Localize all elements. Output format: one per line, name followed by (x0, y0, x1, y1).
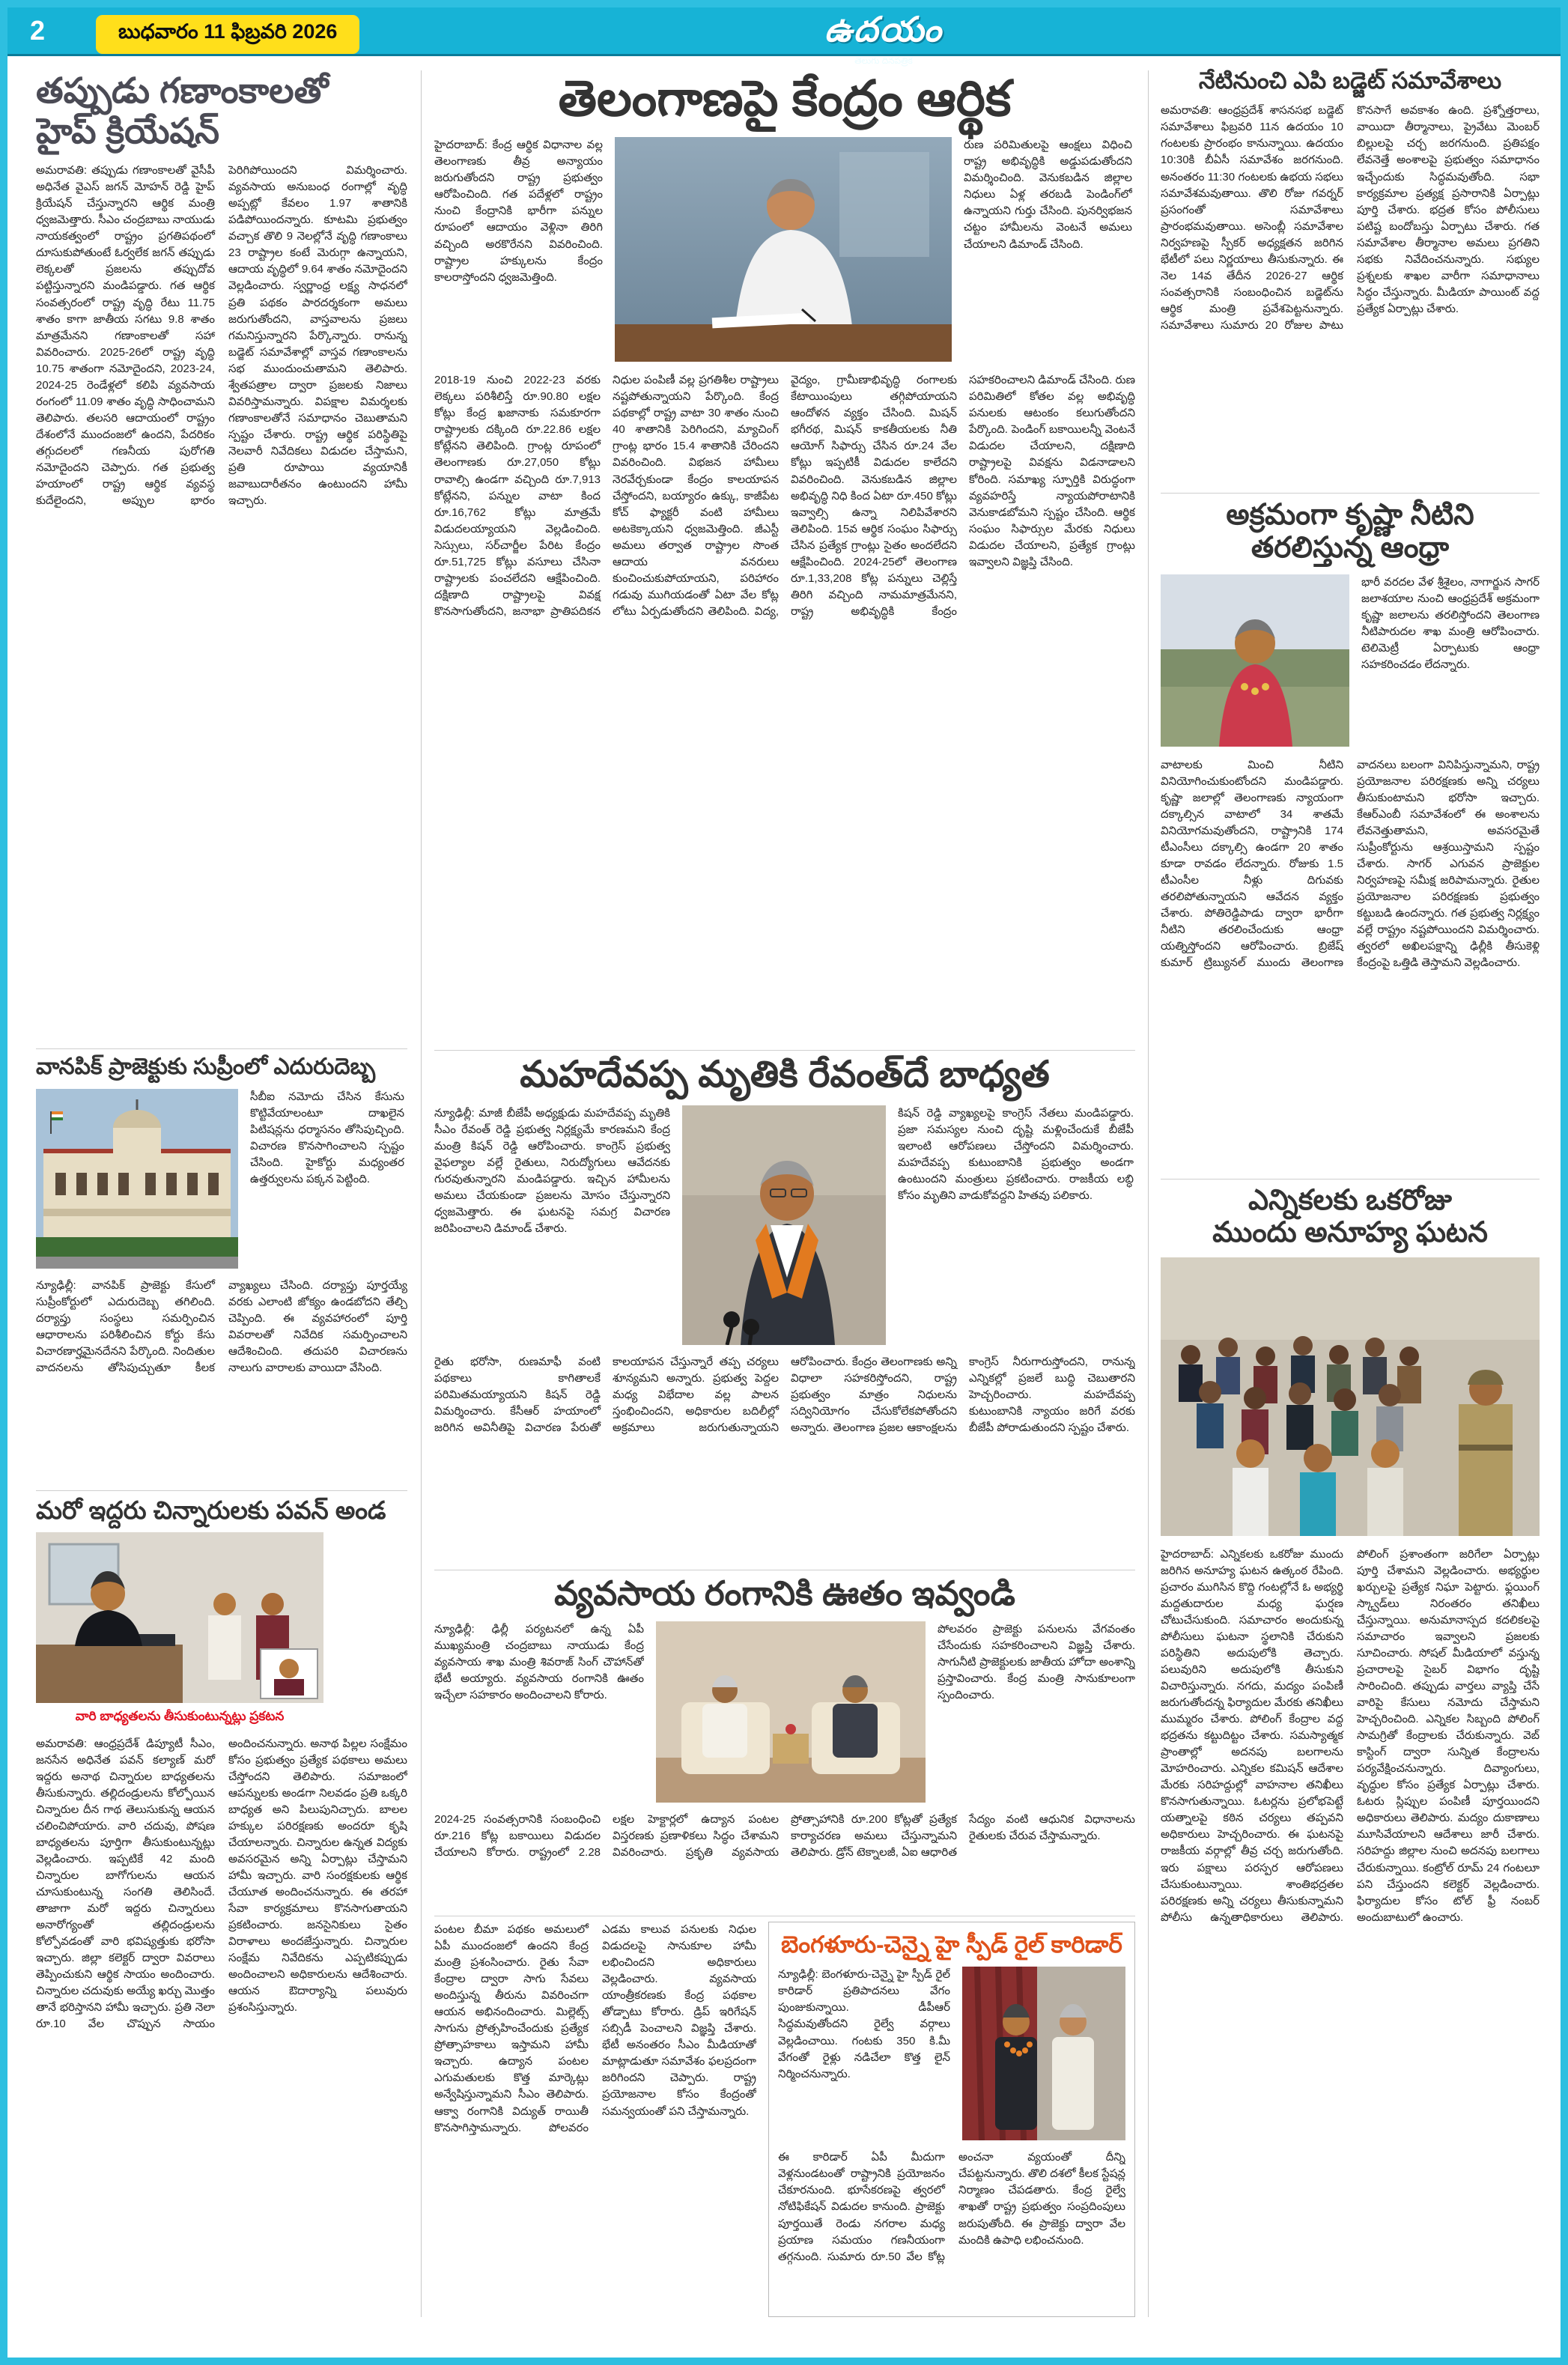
article-body: హైదరాబాద్: ఎన్నికలకు ఒకరోజు ముందు జరిగిన అనూహ్య ఘటన ఉత్కంఠ రేపింది. ప్రచారం ముగిసిన కొద్ది గంటల్లోనే ఓ అభ్యర్థి మద్దతుదారుల మధ్య ఘర్షణ చోటుచేసుకుంది. సమాచారం అందుకున్న పోలీసులు ఘటనా స్థలానికి చేరుకుని పరిస్థితిని అదుపులోకి తెచ్చారు. పలువురిని అదుపులోకి తీసుకుని విచారిస్తున్నారు. నగదు, మద్యం పంపిణీ జరుగుతోందన్న ఫిర్యాదుల మేరకు తనిఖీలు ముమ్మరం చేశారు. పోలింగ్ కేంద్రాల వద్ద భద్రతను కట్టుదిట్టం చేశారు. సమస్యాత్మక ప్రాంతాల్లో అదనపు బలగాలను మోహరించారు. ఎన్నికల కమిషన్ ఆదేశాల మేరకు సరిహద్దుల్లో వాహనాల తనిఖీలు కొనసాగుతున్నాయి. ఓటర్లను ప్రలోభపెట్టే యత్నాలపై కఠిన చర్యలు తప్పవని అధికారులు హెచ్చరించారు. ఈ ఘటనపై రాజకీయ వర్గాల్లో తీవ్ర చర్చ జరుగుతోంది. ఇరు పక్షాలు పరస్పర ఆరోపణలు చేసుకుంటున్నాయి. శాంతిభద్రతల పరిరక్షణకు అన్ని చర్యలు తీసుకున్నామని పోలీసు ఉన్నతాధికారులు తెలిపారు. పోలింగ్ ప్రశాంతంగా జరిగేలా ఏర్పాట్లు పూర్తి చేశామని వెల్లడించారు. అభ్యర్థుల ఖర్చులపై ప్రత్యేక నిఘా పెట్టారు. ఫ్లయింగ్ స్క్వాడ్‌లు నిరంతరం తనిఖీలు చేస్తున్నాయి. అనుమానాస్పద కదలికలపై సమాచారం ఇవ్వాలని ప్రజలకు సూచించారు. సోషల్ మీడియాలో వస్తున్న ప్రచారాలపై సైబర్ విభాగం దృష్టి సారించింది. తప్పుడు వార్తలు వ్యాప్తి చేసే వారిపై కేసులు నమోదు చేస్తామని హెచ్చరించింది. ఎన్నికల సిబ్బంది పోలింగ్ సామగ్రితో కేంద్రాలకు చేరుకున్నారు. వెబ్ కాస్టింగ్ ద్వారా సున్నిత కేంద్రాలను పర్యవేక్షించనున్నారు. దివ్యాంగులు, వృద్ధుల కోసం ప్రత్యేక ఏర్పాట్లు చేశారు. ఓటరు స్లిప్పుల పంపిణీ పూర్తయిందని అధికారులు తెలిపారు. మద్యం దుకాణాలు మూసివేయాలని ఆదేశాలు జారీ చేశారు. సరిహద్దు జిల్లాల నుంచి అదనపు బలగాలు చేరుకున్నాయి. కంట్రోల్ రూమ్ 24 గంటలూ పని చేస్తుందని కలెక్టర్ వెల్లడించారు. ఫిర్యాదుల కోసం టోల్ ఫ్రీ నంబర్ అందుబాటులో ఉంచారు. (1161, 1547, 1540, 1924)
article-election-incident (1161, 1185, 1540, 2319)
irrigation-minister-photo (1161, 574, 1349, 747)
masthead-bar (7, 7, 1561, 66)
minister-signing-photo (615, 137, 952, 362)
column-rule-left (421, 70, 422, 2317)
headline-line-2: తరలిస్తున్న ఆంధ్రా (1251, 532, 1450, 565)
article-body-continued: పంటల బీమా పథకం అమలులో ఏపీ ముందంజలో ఉందని కేంద్ర మంత్రి ప్రశంసించారు. రైతు సేవా కేంద్రాల ద్వారా సాగు సేవలు అందిస్తున్న తీరును వివరించగా ఆయన అభినందించారు. మిల్లెట్స్ సాగును ప్రోత్సహించేందుకు ప్రత్యేక ప్రోత్సాహకాలు ఇస్తామని హామీ ఇచ్చారు. ఉద్యాన పంటల ఎగుమతులకు కొత్త మార్కెట్లు అన్వేషిస్తున్నామని సీఎం తెలిపారు. ఆక్వా రంగానికి విద్యుత్ రాయితీ కొనసాగిస్తామన్నారు. పోలవరం ఎడమ కాలువ పనులకు నిధుల విడుదలపై సానుకూల హామీ లభించిందని అధికారులు వెల్లడించారు. వ్యవసాయ యాంత్రీకరణకు కేంద్ర పథకాల తోడ్పాటు కోరారు. డ్రిప్ ఇరిగేషన్ సబ్సిడీ పెంచాలని విజ్ఞప్తి చేశారు. భేటీ అనంతరం సీఎం మీడియాతో మాట్లాడుతూ సమావేశం ఫలప్రదంగా జరిగిందని చెప్పారు. రాష్ట్ర ప్రయోజనాల కోసం కేంద్రంతో సమన్వయంతో పని చేస్తామన్నారు. (434, 1923, 756, 2134)
article-hype-creation (36, 70, 407, 1041)
article-body: 2018-19 నుంచి 2022-23 వరకు లెక్కలు పరిశీలిస్తే రూ.90.80 లక్షల కోట్లు కేంద్ర ఖజానాకు సమకూరగా రాష్ట్రాలకు దక్కింది రూ.22.86 లక్షల కోట్లేనని తెలిపింది. గ్రాంట్ల రూపంలో తెలంగాణకు రూ.27,050 కోట్లు రావాల్సి ఉండగా వచ్చింది రూ.7,913 కోట్లేనని, పన్నుల వాటా కింద రూ.16,762 కోట్లు మాత్రమే విడుదలయ్యాయని వెల్లడించింది. సెస్సులు, సర్‌చార్జీల పేరిట కేంద్రం రూ.51,725 కోట్లు వసూలు చేసినా రాష్ట్రాలకు పంచలేదని ఆక్షేపించింది. దక్షిణాది రాష్ట్రాలపై వివక్ష కొనసాగుతోందని, జనాభా ప్రాతిపదికన నిధుల పంపిణీ వల్ల ప్రగతిశీల రాష్ట్రాలు నష్టపోతున్నాయని పేర్కొంది. కేంద్ర పథకాల్లో రాష్ట్ర వాటా 30 శాతం నుంచి 40 శాతానికి పెరిగిందని, మ్యాచింగ్ గ్రాంట్ల భారం 15.4 శాతానికి చేరిందని వివరించింది. విభజన హామీలు నెరవేర్చకుండా కేంద్రం కాలయాపన చేస్తోందని, బయ్యారం ఉక్కు, కాజీపేట కోచ్ ఫ్యాక్టరీ వంటి హామీలు అటకెక్కాయని ధ్వజమెత్తింది. జీఎస్టీ అమలు తర్వాత రాష్ట్రాల సొంత ఆదాయ వనరులు కుంచించుకుపోయాయని, పరిహారం గడువు ముగియడంతో ఏటా వేల కోట్ల లోటు ఏర్పడుతోందని తెలిపింది. విద్య, వైద్యం, గ్రామీణాభివృద్ధి రంగాలకు కేటాయింపులు తగ్గిపోయాయని ఆందోళన వ్యక్తం చేసింది. మిషన్ భగీరథ, మిషన్ కాకతీయలకు నీతి ఆయోగ్ సిఫార్సు చేసిన రూ.24 వేల కోట్లు ఇప్పటికీ విడుదల కాలేదని వివరించింది. వెనుకబడిన జిల్లాల అభివృద్ధి నిధి కింద ఏటా రూ.450 కోట్లు ఇవ్వాల్సి ఉన్నా నిలిపివేశారని తెలిపింది. 15వ ఆర్థిక సంఘం సిఫార్సు చేసిన ప్రత్యేక గ్రాంట్లు సైతం అందలేదని ఆక్షేపించింది. 2024-25లో తెలంగాణ రూ.1,33,208 కోట్ల పన్నులు చెల్లిస్తే తిరిగి వచ్చింది నామమాత్రమేనని, రాష్ట్ర అభివృద్ధికి కేంద్రం సహకరించాలని డిమాండ్ చేసింది. రుణ పరిమితిలో కోతల వల్ల అభివృద్ధి పనులకు ఆటంకం కలుగుతోందని పేర్కొంది. పెండింగ్ బకాయిలన్నీ వెంటనే విడుదల చేయాలని, దక్షిణాది రాష్ట్రాలపై వివక్షను విడనాడాలని కోరింది. సమాఖ్య స్ఫూర్తికి విరుద్ధంగా వ్యవహరిస్తే న్యాయపోరాటానికి వెనుకాడబోమని స్పష్టం చేసింది. ఆర్థిక సంఘం సిఫార్సుల మేరకు నిధులు విడుదల చేయాలని, ప్రత్యేక గ్రాంట్లు ఇవ్వాలని విజ్ఞప్తి చేసింది. (434, 374, 1135, 618)
masthead (726, 9, 1041, 68)
article-telangana-centre (434, 70, 1135, 1044)
article-column-right: పోలవరం ప్రాజెక్టు పనులను వేగవంతం చేసేందుకు సహకరించాలని విజ్ఞప్తి చేశారు. సాగునీటి ప్రాజెక్టులకు జాతీయ హోదా అంశాన్ని ప్రస్తావించారు. కేంద్ర మంత్రి సానుకూలంగా స్పందించారు. (938, 1623, 1135, 1702)
headline (36, 70, 407, 151)
headline-line-1: ఎన్నికలకు ఒకరోజు (1248, 1185, 1452, 1216)
irrigation-minister-illustration (1161, 574, 1349, 747)
article-pawan-children (36, 1496, 407, 2320)
headline: తెలంగాణపై కేంద్రం ఆర్థిక (558, 70, 1012, 126)
headline: వ్యవసాయ రంగానికి ఊతం ఇవ్వండి (554, 1574, 1015, 1612)
date-box: బుధవారం 11 ఫిబ్రవరి 2026 (96, 15, 359, 54)
headline-line-2: ముందు అనూహ్య ఘటన (1212, 1217, 1488, 1249)
kishan-reddy-speaking-photo (682, 1105, 886, 1345)
newspaper-logo: ఉదయం (824, 10, 943, 49)
headline (1161, 499, 1540, 565)
headline: వానపిక్ ప్రాజెక్టుకు సుప్రీంలో ఎదురుదెబ్బ (36, 1054, 376, 1079)
headline-line-1: తప్పుడు గణాంకాలతో (36, 70, 329, 110)
supreme-court-photo (36, 1089, 238, 1269)
article-agriculture-meeting (434, 1574, 1135, 1910)
section-divider (36, 1490, 407, 1491)
cm-union-minister-illustration (656, 1621, 926, 1803)
rail-leaders-illustration (962, 1967, 1125, 2140)
minister-signing-illustration (615, 137, 952, 362)
article-column-left: హైదరాబాద్: కేంద్ర ఆర్థిక విధానాల వల్ల తెలంగాణకు తీవ్ర అన్యాయం జరుగుతోందని రాష్ట్ర ప్రభుత్వం ఆరోపించింది. గత పదేళ్లలో రాష్ట్రం నుంచి కేంద్రానికి భారీగా పన్నుల రూపంలో ఆదాయం వెళ్లినా తిరిగి వచ్చింది అరకొరేనని వివరించింది. రాష్ట్రాల హక్కులను కేంద్రం కాలరాస్తోందని ధ్వజమెత్తింది. (434, 139, 603, 284)
page-number: 2 (30, 15, 46, 46)
kishan-reddy-illustration (682, 1105, 886, 1345)
article-column-beside-photo: భారీ వరదల వేళ శ్రీశైలం, నాగార్జున సాగర్ జలాశయాల నుంచి ఆంధ్రప్రదేశ్ అక్రమంగా కృష్ణా జలాలను తరలిస్తోందని తెలంగాణ నీటిపారుదల శాఖ మంత్రి ఆరోపించారు. టెలిమెట్రీ ఏర్పాటుకు ఆంధ్రా సహకరించడం లేదన్నారు. (1361, 575, 1540, 672)
article-body: రైతు భరోసా, రుణమాఫీ వంటి పథకాలు కాగితాలకే పరిమితమయ్యాయని కిషన్ రెడ్డి విమర్శించారు. కేసీఆర్ హయాంలో జరిగిన అవినీతిపై విచారణ పేరుతో కాలయాపన చేస్తున్నారే తప్ప చర్యలు శూన్యమని అన్నారు. ప్రభుత్వ పెద్దల మధ్య విభేదాల వల్ల పాలన స్తంభించిందని, అధికారుల బదిలీల్లో అక్రమాలు జరుగుతున్నాయని ఆరోపించారు. కేంద్రం తెలంగాణకు అన్ని విధాలా సహకరిస్తోందని, రాష్ట్ర ప్రభుత్వం మాత్రం నిధులను సద్వినియోగం చేసుకోలేకపోతోందని అన్నారు. తెలంగాణ ప్రజల ఆకాంక్షలను కాంగ్రెస్ నీరుగారుస్తోందని, రానున్న ఎన్నికల్లో ప్రజలే బుద్ధి చెబుతారని హెచ్చరించారు. మహదేవప్ప కుటుంబానికి న్యాయం జరిగే వరకు బీజేపీ పోరాడుతుందని స్పష్టం చేశారు. (434, 1355, 1135, 1435)
column-rule-right (1148, 70, 1149, 2317)
article-body: ఈ కారిడార్ ఏపీ మీదుగా వెళ్లనుండటంతో రాష్ట్రానికి ప్రయోజనం చేకూరనుంది. భూసేకరణపై త్వరలో నోటిఫికేషన్ విడుదల కానుంది. ప్రాజెక్టు పూర్తయితే రెండు నగరాల మధ్య ప్రయాణ సమయం గణనీయంగా తగ్గనుంది. సుమారు రూ.50 వేల కోట్ల అంచనా వ్యయంతో దీన్ని చేపట్టనున్నారు. తొలి దశలో కీలక స్టేషన్ల నిర్మాణం చేపడతారు. కేంద్ర రైల్వే శాఖతో రాష్ట్ర ప్రభుత్వం సంప్రదింపులు జరుపుతోంది. ఈ ప్రాజెక్టు ద్వారా వేల మందికి ఉపాధి లభించనుంది. (778, 2151, 1125, 2263)
article-column-right: కిషన్ రెడ్డి వ్యాఖ్యలపై కాంగ్రెస్ నేతలు మండిపడ్డారు. ప్రజా సమస్యల నుంచి దృష్టి మళ్లించేందుకే బీజేపీ ఇలాంటి ఆరోపణలు చేస్తోందని విమర్శించారు. మహదేవప్ప కుటుంబానికి ప్రభుత్వం అండగా ఉంటుందని మంత్రులు ప్రకటించారు. రాజకీయ లబ్ధి కోసం మృతిని వాడుకోవద్దని హితవు పలికారు. (898, 1106, 1134, 1203)
article-krishna-water (1161, 499, 1540, 1174)
article-body: అమరావతి: ఆంధ్రప్రదేశ్ శాసనసభ బడ్జెట్ సమావేశాలు ఫిబ్రవరి 11న ఉదయం 10 గంటలకు ప్రారంభం కానున్నాయి. ఉదయం 10:30కి బీఏసీ సమావేశం జరగనుంది. అనంతరం 11:30 గంటలకు ఉభయ సభలు సమావేశమవుతాయి. తొలి రోజు గవర్నర్ ప్రసంగంతో సమావేశాలు ప్రారంభమవుతాయి. అసెంబ్లీ సమావేశాల నిర్వహణపై స్పీకర్ అధ్యక్షతన జరిగిన భేటీలో పలు నిర్ణయాలు తీసుకున్నారు. ఈ నెల 14వ తేదీన 2026-27 ఆర్థిక సంవత్సరానికి సంబంధించిన బడ్జెట్‌ను ఆర్థిక మంత్రి ప్రవేశపెట్టనున్నారు. సమావేశాలు సుమారు 20 రోజుల పాటు కొనసాగే అవకాశం ఉంది. ప్రశ్నోత్తరాలు, వాయిదా తీర్మానాలు, ప్రైవేటు మెంబర్ బిల్లులపై చర్చ జరగనుంది. ప్రతిపక్షం లేవనెత్తే అంశాలపై ప్రభుత్వం సమాధానం ఇచ్చేందుకు సిద్ధమవుతోంది. సభా కార్యక్రమాల ప్రత్యక్ష ప్రసారానికి ఏర్పాట్లు పూర్తి చేశారు. భద్రత కోసం పోలీసులు పటిష్ట బందోబస్తు ఏర్పాటు చేశారు. గత సమావేశాల తీర్మానాల అమలు ప్రగతిని సభకు నివేదించనున్నారు. సభ్యుల ప్రశ్నలకు శాఖల వారీగా సమాధానాలు సిద్ధం చేస్తున్నారు. మీడియా పాయింట్ వద్ద ప్రత్యేక ఏర్పాట్లు చేశారు. (1161, 104, 1540, 332)
article-column-left: న్యూఢిల్లీ: మాజీ బీజేపీ అధ్యక్షుడు మహదేవప్ప మృతికి సీఎం రేవంత్ రెడ్డి ప్రభుత్వ నిర్లక్ష్యమే కారణమని కేంద్ర మంత్రి కిషన్ రెడ్డి ఆరోపించారు. కాంగ్రెస్ ప్రభుత్వ వైఫల్యాల వల్లే రైతులు, నిరుద్యోగులు ఆవేదనకు గురవుతున్నారని మండిపడ్డారు. ఇచ్చిన హామీలను అమలు చేయకుండా ప్రజలను మోసం చేస్తున్నారని ధ్వజమెత్తారు. ఈ ఘటనపై సమగ్ర విచారణ జరిపించాలని డిమాండ్ చేశారు. (434, 1106, 670, 1236)
article-body: అమరావతి: ఆంధ్రప్రదేశ్ డిప్యూటీ సీఎం, జనసేన అధినేత పవన్ కల్యాణ్ మరో ఇద్దరు అనాథ చిన్నారుల బాధ్యతలను తీసుకున్నారు. తల్లిదండ్రులను కోల్పోయిన చిన్నారుల దీన గాథ తెలుసుకున్న ఆయన చలించిపోయారు. వారి చదువు, పోషణ బాధ్యతలను పూర్తిగా తీసుకుంటున్నట్లు వెల్లడించారు. ఇప్పటికే 42 మంది చిన్నారుల బాగోగులను ఆయన చూసుకుంటున్న సంగతి తెలిసిందే. తాజాగా మరో ఇద్దరు చిన్నారులు అనారోగ్యంతో తల్లిదండ్రులను కోల్పోవడంతో వారి భవిష్యత్తుకు భరోసా ఇచ్చారు. జిల్లా కలెక్టర్ ద్వారా వివరాలు తెప్పించుకుని ఆర్థిక సాయం అందించారు. చిన్నారుల చదువుకు అయ్యే ఖర్చు మొత్తం తానే భరిస్తానని హామీ ఇచ్చారు. ప్రతి నెలా రూ.10 వేల చొప్పున సాయం అందించనున్నారు. అనాథ పిల్లల సంక్షేమం కోసం ప్రభుత్వం ప్రత్యేక పథకాలు అమలు చేస్తోందని తెలిపారు. సమాజంలో ఆపన్నులకు అండగా నిలవడం ప్రతి ఒక్కరి బాధ్యత అని పిలుపునిచ్చారు. బాలల హక్కుల పరిరక్షణకు అందరూ కృషి చేయాలన్నారు. చిన్నారుల ఉన్నత విద్యకు అవసరమైన అన్ని ఏర్పాట్లు చేస్తామని హామీ ఇచ్చారు. వారి సంరక్షకులకు ఆర్థిక చేయూత అందించనున్నారు. ఈ తరహా సేవా కార్యక్రమాలు కొనసాగుతాయని ప్రకటించారు. జనసైనికులు సైతం విరాళాలు అందజేస్తున్నారు. చిన్నారుల సంక్షేమ నివేదికను ఎప్పటికప్పుడు అందించాలని అధికారులను ఆదేశించారు. ఆయన ఔదార్యాన్ని పలువురు ప్రశంసిస్తున్నారు. (36, 1737, 407, 2031)
article-rail-corridor (768, 1922, 1135, 2317)
article-body: అమరావతి: తప్పుడు గణాంకాలతో వైసీపీ అధినేత వైఎస్ జగన్ మోహన్ రెడ్డి హైప్ క్రియేషన్ చేస్తున్నారని ఆర్థిక మంత్రి ధ్వజమెత్తారు. సీఎం చంద్రబాబు నాయుడు నాయకత్వంలో రాష్ట్రం ప్రగతిపథంలో దూసుకుపోతుంటే ఓర్వలేక జగన్ తప్పుడు లెక్కలతో ప్రజలను తప్పుదోవ పట్టిస్తున్నారని మండిపడ్డారు. గత ఆర్థిక సంవత్సరంలో రాష్ట్ర వృద్ధి రేటు 11.75 శాతం కాగా జాతీయ సగటు 9.8 శాతం మాత్రమేనని గణాంకాలతో సహా వివరించారు. 2025-26లో రాష్ట్ర వృద్ధి 10.75 శాతంగా నమోదైందని, 2023-24, 2024-25 రెండేళ్లలో కలిపి వ్యవసాయ రంగంలో 11.09 శాతం వృద్ధి సాధించామని తెలిపారు. తలసరి ఆదాయంలో రాష్ట్రం దేశంలోనే ముందంజలో ఉందని, పేదరికం తగ్గుదలలో గణనీయ పురోగతి నమోదైందని చెప్పారు. గత ప్రభుత్వ హయాంలో రాష్ట్ర ఆర్థిక వ్యవస్థ కుదేలైందని, అప్పుల భారం పెరిగిపోయిందని విమర్శించారు. వ్యవసాయ అనుబంధ రంగాల్లో వృద్ధి అప్పట్లో కేవలం 1.97 శాతానికి పడిపోయిందన్నారు. కూటమి ప్రభుత్వం వచ్చాక తొలి 9 నెలల్లోనే వృద్ధి గణాంకాలు 23 రాష్ట్రాల కంటే మెరుగ్గా ఉన్నాయని, ఆదాయ వృద్ధిలో 9.64 శాతం నమోదైందని వెల్లడించారు. స్వర్ణాంధ్ర లక్ష్య సాధనలో ప్రతి పథకం పారదర్శకంగా అమలు జరుగుతోందని, వాస్తవాలను ప్రజలు గమనిస్తున్నారని పేర్కొన్నారు. రానున్న బడ్జెట్ సమావేశాల్లో వాస్తవ గణాంకాలను సభ ముందుంచుతామని తెలిపారు. శ్వేతపత్రాల ద్వారా ప్రజలకు నిజాలు వివరిస్తామన్నారు. విపక్షాల విమర్శలకు గణాంకాలతోనే సమాధానం చెబుతామని స్పష్టం చేశారు. రాష్ట్ర ఆర్థిక పరిస్థితిపై నెలవారీ నివేదికలు విడుదల చేస్తామని, ప్రతి రూపాయి వ్యయానికీ జవాబుదారీతనం ఉంటుందని హామీ ఇచ్చారు. (36, 164, 407, 508)
headline (1161, 1185, 1540, 1250)
pawan-kalyan-children-illustration (36, 1532, 323, 1703)
headline: బెంగళూరు-చెన్నై హై స్పీడ్ రైల్ కారిడార్ (781, 1931, 1122, 1958)
section-divider (1161, 1179, 1540, 1180)
pawan-kalyan-children-photo (36, 1532, 323, 1703)
headline-line-2: హైప్ క్రియేషన్ (36, 110, 220, 151)
supreme-court-illustration (36, 1089, 238, 1269)
article-body: న్యూఢిల్లీ: వానపిక్ ప్రాజెక్టు కేసులో సుప్రీంకోర్టులో ఎదురుదెబ్బ తగిలింది. దర్యాప్తు సంస్థలు సమర్పించిన ఆధారాలను పరిశీలించిన కోర్టు కేసు విచారణార్హమైనదేనని పేర్కొంది. నిందితుల వాదనలను తోసిపుచ్చుతూ కీలక వ్యాఖ్యలు చేసింది. దర్యాప్తు పూర్తయ్యే వరకు ఎలాంటి జోక్యం ఉండబోదని తేల్చి చెప్పింది. ఈ వ్యవహారంలో పూర్తి వివరాలతో నివేదిక సమర్పించాలని ఆదేశించింది. తదుపరి విచారణను నాలుగు వారాలకు వాయిదా వేసింది. (36, 1279, 407, 1375)
article-column-left: న్యూఢిల్లీ: ఢిల్లీ పర్యటనలో ఉన్న ఏపీ ముఖ్యమంత్రి చంద్రబాబు నాయుడు కేంద్ర వ్యవసాయ శాఖ మంత్రి శివరాజ్ సింగ్ చౌహాన్‌తో భేటీ అయ్యారు. వ్యవసాయ రంగానికి ఊతం ఇచ్చేలా సహకారం అందించాలని కోరారు. (434, 1623, 644, 1702)
section-divider (434, 1050, 1135, 1051)
cm-union-minister-photo (656, 1621, 926, 1803)
headline: మహదేవప్ప మృతికి రేవంత్‌దే బాధ్యత (520, 1054, 1050, 1095)
article-vanpic-supreme-court (36, 1054, 407, 1486)
article-column-right: రుణ పరిమితులపై ఆంక్షలు విధించి రాష్ట్ర అభివృద్ధికి అడ్డుపడుతోందని విమర్శించింది. వెనుకబడిన జిల్లాల నిధులు ఏళ్ల తరబడి పెండింగ్‌లో ఉన్నాయని గుర్తు చేసింది. పునర్విభజన చట్టం హామీలను వెంటనే అమలు చేయాలని డిమాండ్ చేసింది. (964, 139, 1132, 251)
photo-caption: వారి బాధ్యతలను తీసుకుంటున్నట్లు ప్రకటన (75, 1708, 285, 1723)
article-agriculture-continued (434, 1922, 756, 2317)
section-divider (1161, 493, 1540, 494)
rail-leaders-photo (962, 1967, 1125, 2140)
headline-line-1: అక్రమంగా కృష్ణా నీటిని (1226, 499, 1474, 531)
article-column-beside-photo: సీబీఐ నమోదు చేసిన కేసును కొట్టివేయాలంటూ దాఖలైన పిటిషన్లను ధర్మాసనం తోసిపుచ్చింది. విచారణ కొనసాగించాలని స్పష్టం చేసింది. హైకోర్టు మధ్యంతర ఉత్తర్వులను పక్కన పెట్టింది. (250, 1090, 404, 1186)
masthead-tagline: తెలుగు దినపత్రిక (854, 55, 913, 66)
crowd-police-illustration (1161, 1257, 1540, 1536)
section-divider (36, 1048, 407, 1049)
headline: నేటినుంచి ఎపి బడ్జెట్ సమావేశాలు (1198, 67, 1502, 94)
crowd-police-photo (1161, 1257, 1540, 1536)
article-body: వాటాలకు మించి నీటిని వినియోగించుకుంటోందని మండిపడ్డారు. కృష్ణా జలాల్లో తెలంగాణకు న్యాయంగా దక్కాల్సిన వాటాలో 34 శాతమే వినియోగమవుతోందని, రాష్ట్రానికి 174 టీఎంసీలు దక్కాల్సి ఉండగా 20 శాతం కూడా రావడం లేదన్నారు. రోజుకు 1.5 టీఎంసీల నీళ్లు దిగువకు తరలిపోతున్నాయని ఆవేదన వ్యక్తం చేశారు. పోతిరెడ్డిపాడు ద్వారా భారీగా నీటిని తరలించేందుకు ఆంధ్రా యత్నిస్తోందని ఆరోపించారు. బ్రిజేష్ కుమార్ ట్రిబ్యునల్ ముందు తెలంగాణ వాదనలు బలంగా వినిపిస్తున్నామని, రాష్ట్ర ప్రయోజనాల పరిరక్షణకు అన్ని చర్యలు తీసుకుంటామని భరోసా ఇచ్చారు. కేఆర్ఎంబీ సమావేశంలో ఈ అంశాలను లేవనెత్తుతామని, అవసరమైతే సుప్రీంకోర్టును ఆశ్రయిస్తామని స్పష్టం చేశారు. సాగర్ ఎగువన ప్రాజెక్టుల నిర్వహణపై సమీక్ష జరిపామన్నారు. రైతుల ప్రయోజనాల పరిరక్షణకు ప్రభుత్వం కట్టుబడి ఉందన్నారు. గత ప్రభుత్వ నిర్లక్ష్యం వల్లే రాష్ట్రం నష్టపోయిందని విమర్శించారు. త్వరలో అఖిలపక్షాన్ని ఢిల్లీకి తీసుకెళ్లి కేంద్రంపై ఒత్తిడి తెస్తామని వెల్లడించారు. (1161, 758, 1540, 970)
article-ap-budget (1161, 67, 1540, 488)
article-mahadevappa (434, 1054, 1135, 1565)
article-lead: న్యూఢిల్లీ: బెంగళూరు-చెన్నై హై స్పీడ్ రైల్ కారిడార్ ప్రతిపాదనలు వేగం పుంజుకున్నాయి. డీపీఆర్ సిద్ధమవుతోందని రైల్వే వర్గాలు వెల్లడించాయి. గంటకు 350 కి.మీ వేగంతో రైళ్లు నడిచేలా కొత్త లైన్ నిర్మించనున్నారు. (778, 1968, 950, 2080)
headline: మరో ఇద్దరు చిన్నారులకు పవన్ అండ (36, 1496, 386, 1524)
article-body: 2024-25 సంవత్సరానికి సంబంధించి రూ.216 కోట్ల బకాయిలు విడుదల చేయాలని కోరారు. రాష్ట్రంలో 2.28 లక్షల హెక్టార్లలో ఉద్యాన పంటల విస్తరణకు ప్రణాళికలు సిద్ధం చేశామని వివరించారు. ప్రకృతి వ్యవసాయ ప్రోత్సాహానికి రూ.200 కోట్లతో ప్రత్యేక కార్యాచరణ అమలు చేస్తున్నామని తెలిపారు. డ్రోన్ టెక్నాలజీ, ఏఐ ఆధారిత సేద్యం వంటి ఆధునిక విధానాలను రైతులకు చేరువ చేస్తామన్నారు. (434, 1813, 1135, 1859)
